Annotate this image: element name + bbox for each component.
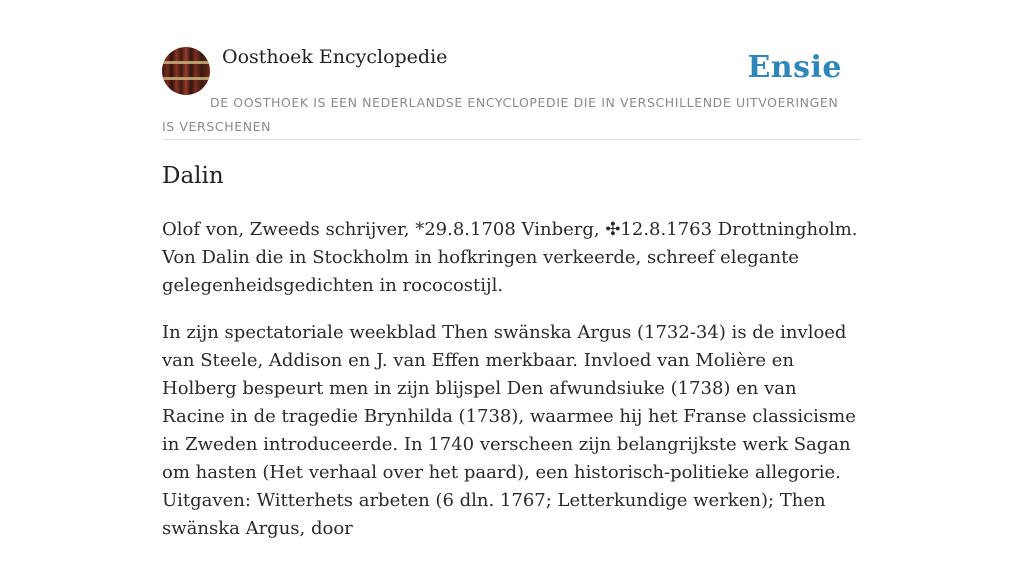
bookshelf-icon (162, 61, 210, 64)
article-body (162, 216, 862, 562)
article-paragraph: In zijn spectatoriale weekblad Then swänska Argus (1732-34) is de invloed van Steele, Addison en J. van Effen merkbaar. Invloed van Molière en Holberg bespeurt men in zijn blijspel Den afwundsiuke (1738) en van Racine in de tragedie Brynhilda (1738), waarmee hij het Franse classicisme in Zweden introduceerde. In 1740 verscheen zijn belangrijkste werk Sagan om hasten (Het verhaal over het paard), een historisch-politieke allegorie. Uitgaven: Witterhets arbeten (6 dln. 1767; Letterkundige werken); Then swänska Argus, door (162, 322, 856, 539)
site-tagline: DE OOSTHOEK IS EEN NEDERLANDSE ENCYCLOPEDIE DIE IN VERSCHILLENDE UITVOERINGEN IS VERSCHENEN (162, 95, 839, 134)
brand-logo[interactable]: Ensie (747, 50, 842, 85)
site-avatar[interactable] (162, 47, 210, 95)
page-title: Dalin (162, 163, 224, 189)
page-container (162, 0, 862, 539)
bookshelf-shelf (162, 77, 210, 80)
site-title[interactable]: Oosthoek Encyclopedie (222, 46, 448, 68)
header-divider (162, 139, 862, 140)
site-header (162, 0, 862, 140)
article-paragraph: Olof von, Zweeds schrijver, *29.8.1708 Vinberg, ✣12.8.1763 Drottningholm. Von Dalin die in Stockholm in hofkringen verkeerde, schreef elegante gelegenheidsgedichten in rococostijl. (162, 219, 858, 296)
